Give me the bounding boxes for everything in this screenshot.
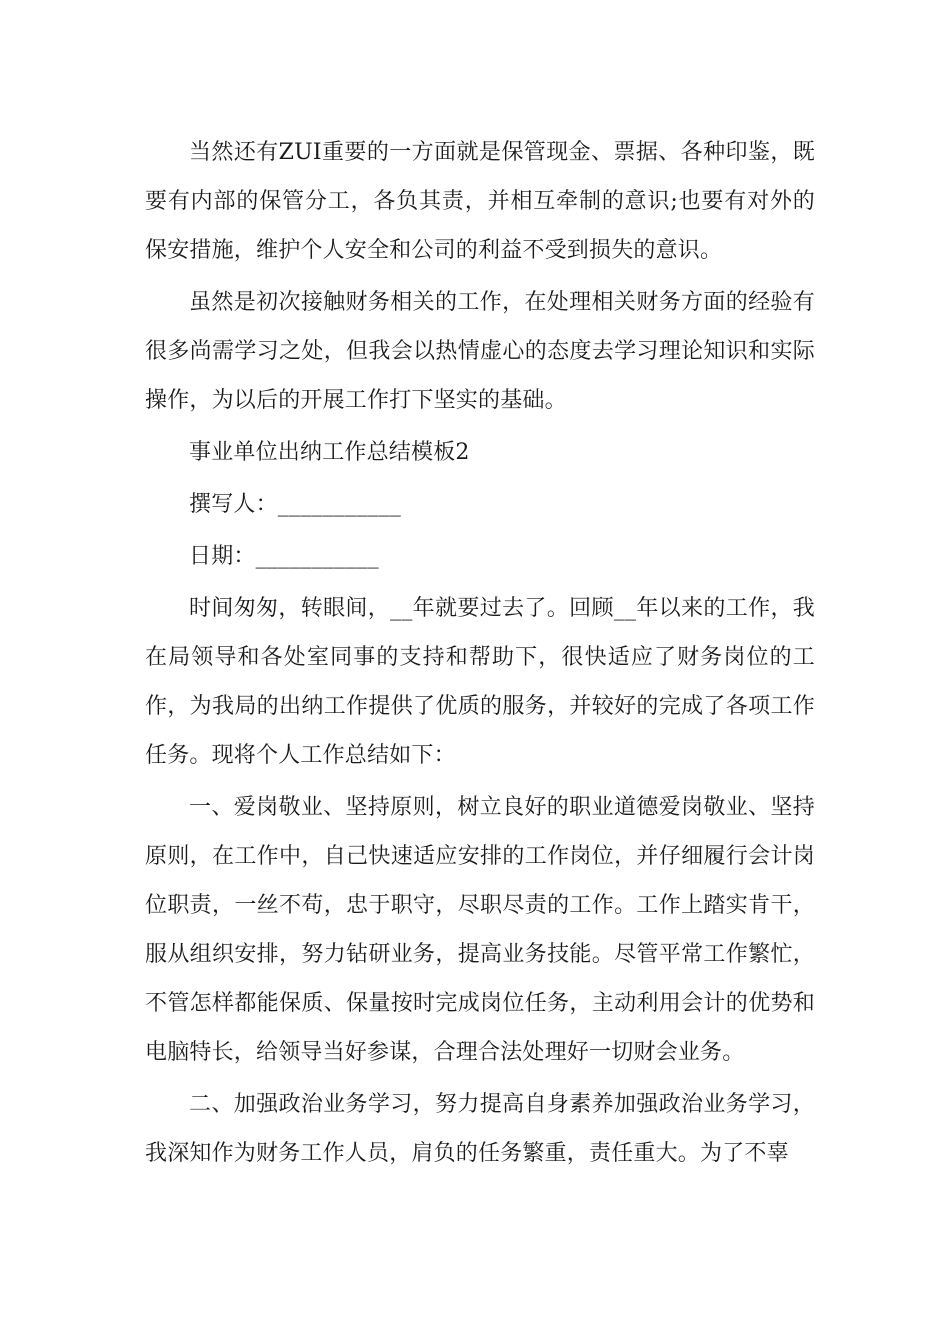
paragraph-point-two: 二、加强政治业务学习，努力提高自身素养加强政治业务学习，我深知作为财务工作人员，肩负的任务繁重，责任重大。为了不辜: [145, 1092, 815, 1166]
paragraph-intro: 时间匆匆，转眼间，__年就要过去了。回顾__年以来的工作，我在局领导和各处室同事的支持和帮助下，很快适应了财务岗位的工作，为我局的出纳工作提供了优质的服务，并较好的完成了各项工作任务。现将个人工作总结如下：: [145, 596, 815, 768]
document-body: [145, 128, 815, 1178]
section-title: 事业单位出纳工作总结模板2: [189, 440, 470, 465]
date-line: 日期：___________: [189, 544, 379, 569]
paragraph-point-one: 一、爱岗敬业、坚持原则，树立良好的职业道德爱岗敬业、坚持原则，在工作中，自己快速适应安排的工作岗位，并仔细履行会计岗位职责，一丝不苟，忠于职守，尽职尽责的工作。工作上踏实肯干，服从组织安排，努力钻研业务，提高业务技能。尽管平常工作繁忙，不管怎样都能保质、保量按时完成岗位任务，主动利用会计的优势和电脑特长，给领导当好参谋，合理合法处理好一切财会业务。: [145, 795, 815, 1065]
author-line: 撰写人：___________: [189, 492, 402, 517]
paragraph-cash-custody: 当然还有ZUI重要的一方面就是保管现金、票据、各种印鉴，既要有内部的保管分工，各负其责，并相互牵制的意识;也要有对外的保安措施，维护个人安全和公司的利益不受到损失的意识。: [145, 140, 815, 263]
paragraph-learning-attitude: 虽然是初次接触财务相关的工作，在处理相关财务方面的经验有很多尚需学习之处，但我会以热情虚心的态度去学习理论知识和实际操作，为以后的开展工作打下坚实的基础。: [145, 290, 815, 413]
